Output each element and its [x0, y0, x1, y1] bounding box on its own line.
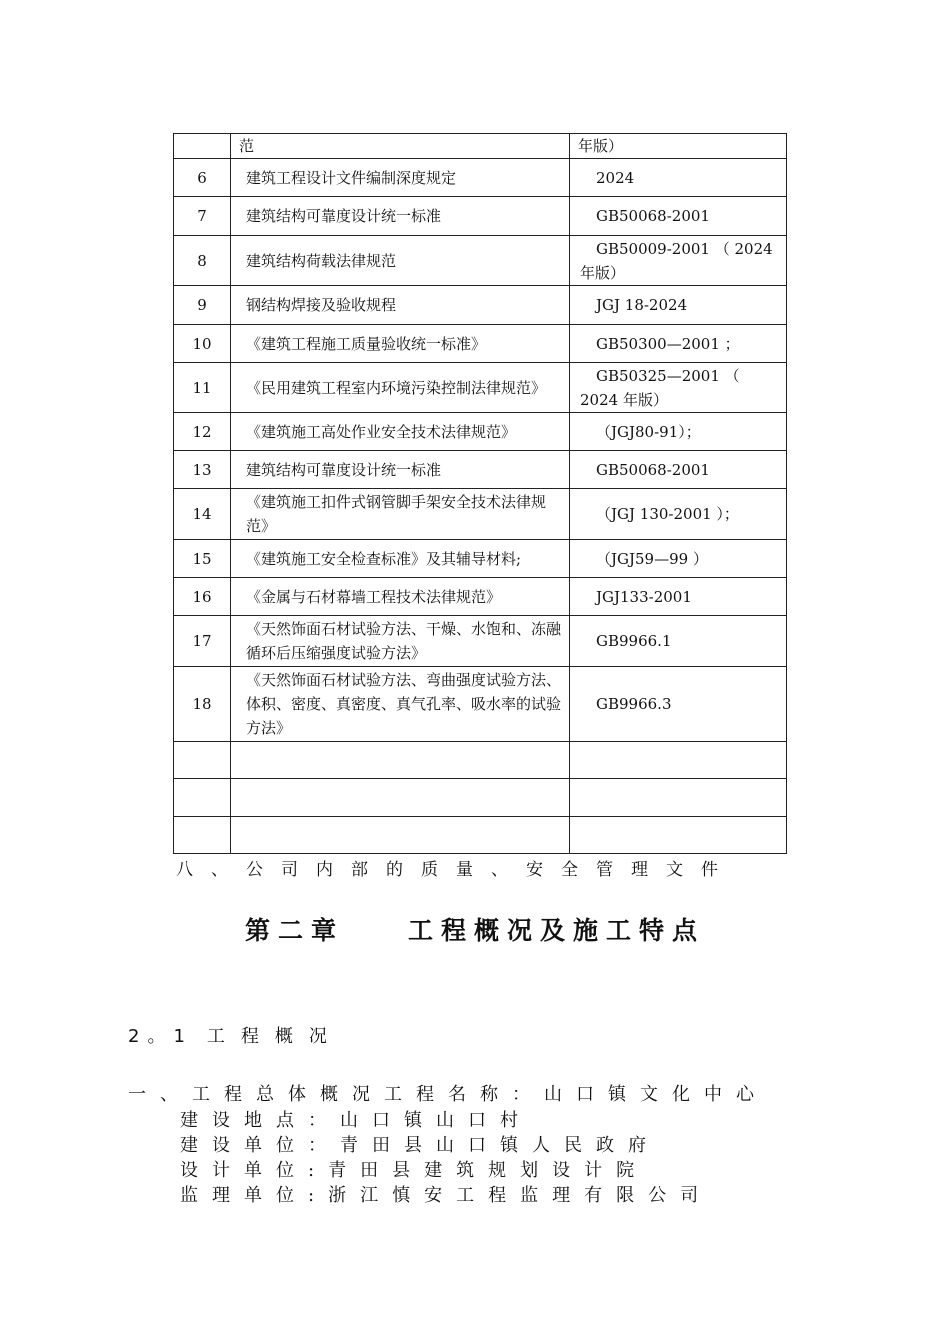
table-row: [174, 489, 787, 540]
empty-table-row: [174, 817, 787, 854]
table-row: [174, 197, 787, 236]
empty-table-row: [174, 742, 787, 779]
table-row: [174, 325, 787, 363]
project-owner-line: 建设单位：青田县山口镇人民政府: [180, 1135, 660, 1156]
row-number: 11: [174, 363, 231, 413]
standard-name: 《建筑工程施工质量验收统一标准》: [231, 325, 570, 363]
section-title: 工程概况: [206, 1026, 343, 1047]
table-row: [174, 413, 787, 451]
row-number: 8: [174, 236, 231, 286]
section-number: 2。1: [128, 1026, 193, 1047]
table-row: [174, 451, 787, 489]
table-row: [174, 363, 787, 413]
standards-table: [173, 133, 787, 854]
row-number: 18: [174, 667, 231, 742]
standard-name: 建筑结构可靠度设计统一标准: [231, 451, 570, 489]
standard-name: 《建筑施工安全检查标准》及其辅导材料;: [231, 540, 570, 578]
table-row: [174, 616, 787, 667]
standard-name: 建筑结构可靠度设计统一标准: [231, 197, 570, 236]
standard-name: 建筑结构荷载法律规范: [231, 236, 570, 286]
section-8-heading: 八、公司内部的质量、安全管理文件: [176, 860, 736, 880]
standard-name: 《天然饰面石材试验方法、干燥、水饱和、冻融循环后压缩强度试验方法》: [231, 616, 570, 667]
standard-code: （JGJ59—99 ）: [570, 540, 787, 578]
standard-code: GB50068-2001: [570, 451, 787, 489]
table-row: [174, 236, 787, 286]
table-row: [174, 134, 787, 159]
project-location-line: 建设地点：山口镇山口村: [180, 1110, 532, 1131]
standard-name: 《建筑施工扣件式钢管脚手架安全技术法律规范》: [231, 489, 570, 540]
standard-name: 范: [231, 134, 570, 159]
chapter-title: 工程概况及施工特点: [408, 916, 706, 945]
standard-name: 《天然饰面石材试验方法、弯曲强度试验方法、体积、密度、真密度、真气孔率、吸水率的试验方法》: [231, 667, 570, 742]
standard-code: 年版）: [570, 134, 787, 159]
standard-code: GB50068-2001: [570, 197, 787, 236]
table-row: [174, 578, 787, 616]
table-row: [174, 286, 787, 325]
standard-name: 《民用建筑工程室内环境污染控制法律规范》: [231, 363, 570, 413]
row-number: 16: [174, 578, 231, 616]
row-number: 14: [174, 489, 231, 540]
table-row: [174, 540, 787, 578]
standard-code: JGJ133-2001: [570, 578, 787, 616]
row-number: [174, 134, 231, 159]
standard-name: 《建筑施工高处作业安全技术法律规范》: [231, 413, 570, 451]
standard-code: GB50300—2001 ；: [570, 325, 787, 363]
row-number: 9: [174, 286, 231, 325]
row-number: 12: [174, 413, 231, 451]
row-number: 7: [174, 197, 231, 236]
row-number: 17: [174, 616, 231, 667]
chapter-number: 第二章: [244, 916, 344, 945]
standard-name: 建筑工程设计文件编制深度规定: [231, 159, 570, 197]
row-number: 6: [174, 159, 231, 197]
row-number: 10: [174, 325, 231, 363]
standard-code: （JGJ80-91）；: [570, 413, 787, 451]
project-designer-line: 设计单位:青田县建筑规划设计院: [180, 1160, 649, 1181]
standard-code: （JGJ 130-2001 ）；: [570, 489, 787, 540]
project-name-line: 一、工程总体概况工程名称：山口镇文化中心: [128, 1084, 768, 1105]
row-number: 13: [174, 451, 231, 489]
section-heading: [128, 1022, 343, 1048]
standard-code: 2024: [570, 159, 787, 197]
standard-name: 《金属与石材幕墙工程技术法律规范》: [231, 578, 570, 616]
standard-code: JGJ 18-2024: [570, 286, 787, 325]
empty-table-row: [174, 779, 787, 817]
standard-name: 钢结构焊接及验收规程: [231, 286, 570, 325]
table-row: [174, 159, 787, 197]
row-number: 15: [174, 540, 231, 578]
standard-code: GB9966.3: [570, 667, 787, 742]
project-supervisor-line: 监理单位:浙江慎安工程监理有限公司: [180, 1185, 713, 1206]
standard-code: GB50009-2001 （ 2024 年版）: [570, 236, 787, 286]
standard-code: GB9966.1: [570, 616, 787, 667]
table-row: [174, 667, 787, 742]
standard-code: GB50325—2001 （ 2024 年版）: [570, 363, 787, 413]
chapter-heading: [0, 911, 950, 947]
